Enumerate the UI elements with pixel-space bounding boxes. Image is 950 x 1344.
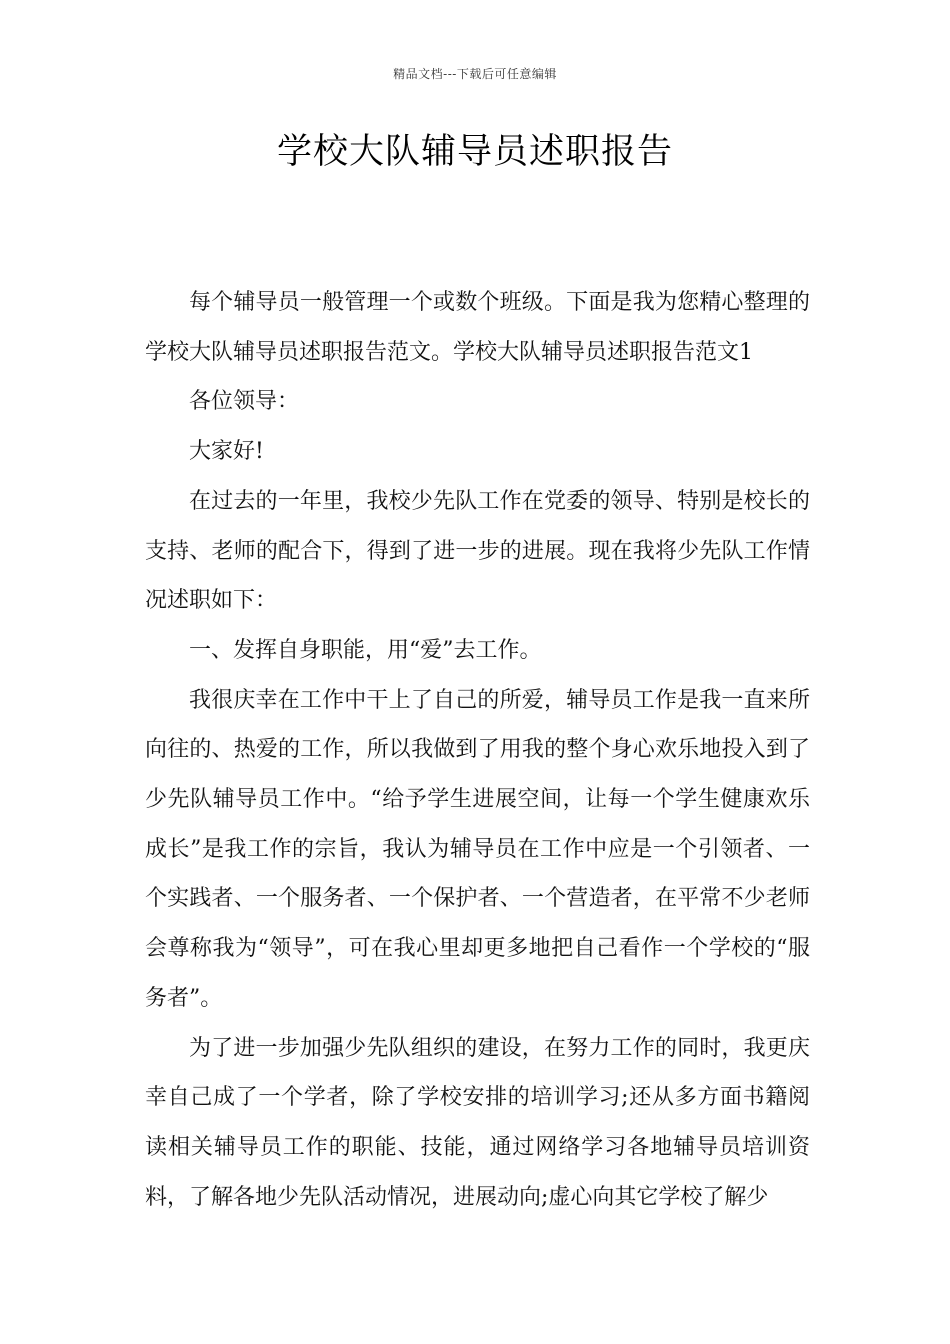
paragraph-intro: 每个辅导员一般管理一个或数个班级。下面是我为您精心整理的学校大队辅导员述职报告范文。学校大队辅导员述职报告范文1 xyxy=(145,290,810,365)
paragraph-body-2: 为了进一步加强少先队组织的建设，在努力工作的同时，我更庆幸自己成了一个学者，除了学校安排的培训学习;还从多方面书籍阅读相关辅导员工作的职能、技能，通过网络学习各地辅导员培训资料，了解各地少先队活动情况，进展动向;虚心向其它学校了解少 xyxy=(145,1035,810,1210)
document-body xyxy=(145,278,810,1222)
document-title: 学校大队辅导员述职报告 xyxy=(276,132,673,172)
paragraph-body-1: 我很庆幸在工作中干上了自己的所爱，辅导员工作是我一直来所向往的、热爱的工作，所以我做到了用我的整个身心欢乐地投入到了少先队辅导员工作中。“给予学生进展空间，让每一个学生健康欢乐成长”是我工作的宗旨，我认为辅导员在工作中应是一个引领者、一个实践者、一个服务者、一个保护者、一个营造者，在平常不少老师会尊称我为“领导”，可在我心里却更多地把自己看作一个学校的“服务者”。 xyxy=(145,687,810,1011)
paragraph-salutation-leaders: 各位领导： xyxy=(189,389,300,415)
paragraph-greeting: 大家好! xyxy=(189,439,264,465)
paragraph-section-heading-1: 一、发挥自身职能，用“爱”去工作。 xyxy=(189,637,542,663)
header-note: 精品文档---下载后可任意编辑 xyxy=(393,67,557,81)
paragraph-overview: 在过去的一年里，我校少先队工作在党委的领导、特别是校长的支持、老师的配合下，得到了进一步的进展。现在我将少先队工作情况述职如下： xyxy=(145,488,810,614)
